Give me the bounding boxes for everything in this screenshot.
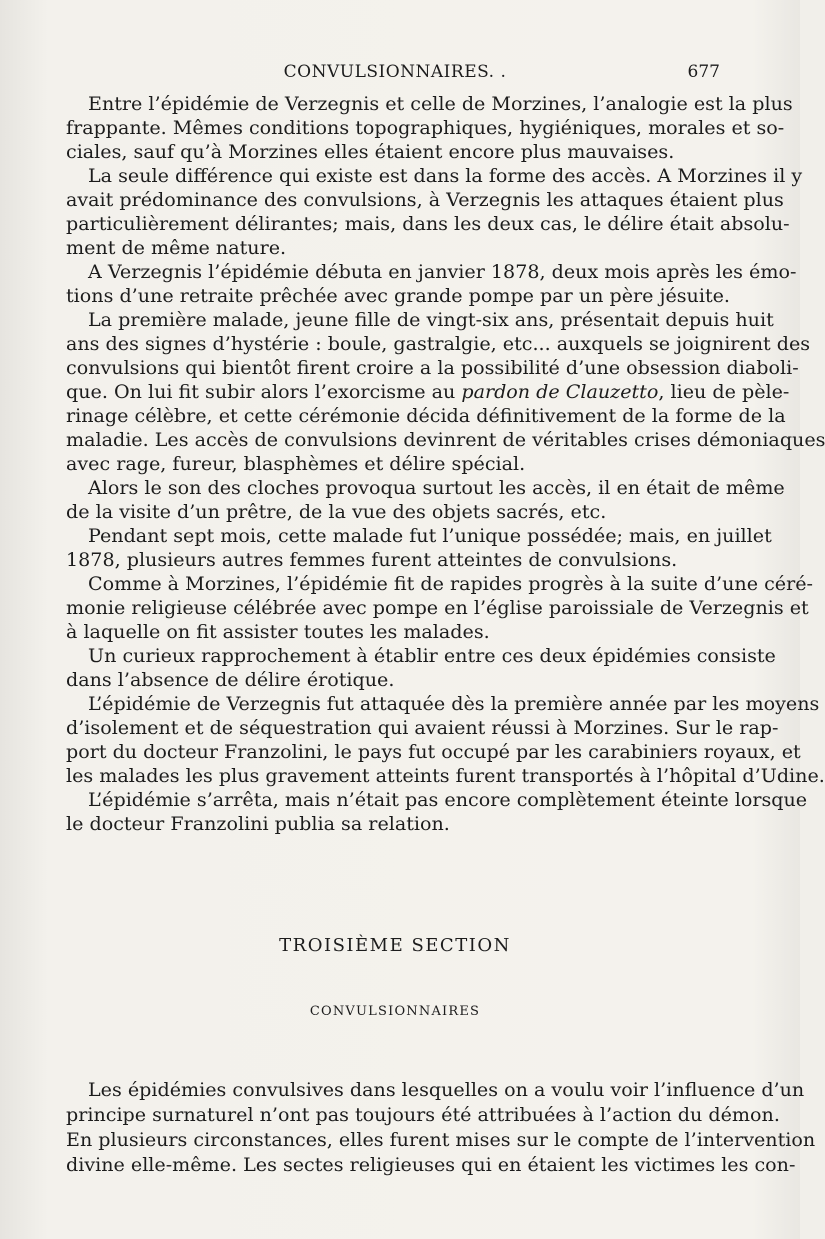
text-line: Les épidémies convulsives dans lesquelles on a voulu voir l’influence d’un — [88, 1078, 805, 1101]
section-text — [66, 1077, 816, 1177]
text-line: A Verzegnis l’épidémie débuta en janvier 1878, deux mois après les émo- — [88, 260, 797, 283]
page-number: 677 — [687, 62, 720, 82]
text-line: L’épidémie de Verzegnis fut attaquée dès la première année par les moyens — [88, 692, 820, 715]
text-line: à laquelle on fit assister toutes les malades. — [66, 620, 490, 643]
text-line: Alors le son des cloches provoqua surtout les accès, il en était de même — [88, 476, 785, 499]
text-line: convulsions qui bientôt firent croire a la possibilité d’une obsession diaboli- — [66, 356, 799, 379]
text-line: Un curieux rapprochement à établir entre ces deux épidémies consiste — [88, 644, 776, 667]
text-line: d’isolement et de séquestration qui avaient réussi à Morzines. Sur le rap- — [66, 716, 779, 739]
text-line: Comme à Morzines, l’épidémie fit de rapides progrès à la suite d’une céré- — [88, 572, 813, 595]
text-line: le docteur Franzolini publia sa relation. — [66, 812, 450, 835]
text-line: avait prédominance des convulsions, à Verzegnis les attaques étaient plus — [66, 188, 784, 211]
text-line: les malades les plus gravement atteints furent transportés à l’hôpital d’Udine. — [66, 764, 825, 787]
text-line: ment de même nature. — [66, 236, 287, 259]
text-line: que. On lui fit subir alors l’exorcisme au pardon de Clauzetto, lieu de pèle- — [66, 380, 790, 403]
text-line: L’épidémie s’arrêta, mais n’était pas encore complètement éteinte lorsque — [88, 788, 808, 811]
text-line: frappante. Mêmes conditions topographiques, hygiéniques, morales et so- — [66, 116, 785, 139]
running-title: CONVULSIONNAIRES. . — [283, 62, 507, 82]
text-line: En plusieurs circonstances, elles furent mises sur le compte de l’intervention — [66, 1128, 816, 1151]
text-line: particulièrement délirantes; mais, dans les deux cas, le délire était absolu- — [66, 212, 790, 235]
page-header — [70, 58, 720, 88]
text-line: divine elle-même. Les sectes religieuses qui en étaient les victimes les con- — [66, 1153, 796, 1176]
text-line: ans des signes d’hystérie : boule, gastralgie, etc... auxquels se joignirent des — [66, 332, 811, 355]
text-line: de la visite d’un prêtre, de la vue des objets sacrés, etc. — [66, 500, 607, 523]
text-line: 1878, plusieurs autres femmes furent atteintes de convulsions. — [66, 548, 678, 571]
text-line: La seule différence qui existe est dans la forme des accès. A Morzines il y — [88, 164, 803, 187]
body-text — [66, 92, 825, 836]
section-title: TROISIÈME SECTION — [279, 935, 511, 956]
text-line: Pendant sept mois, cette malade fut l’unique possédée; mais, en juillet — [88, 524, 772, 547]
text-line: rinage célèbre, et cette cérémonie décida définitivement de la forme de la — [66, 404, 786, 427]
text-line: port du docteur Franzolini, le pays fut occupé par les carabiniers royaux, et — [66, 740, 801, 763]
text-line: avec rage, fureur, blasphèmes et délire spécial. — [66, 452, 526, 475]
text-line: ciales, sauf qu’à Morzines elles étaient encore plus mauvaises. — [66, 140, 675, 163]
text-line: La première malade, jeune fille de vingt-six ans, présentait depuis huit — [88, 308, 774, 331]
section-subtitle: CONVULSIONNAIRES — [309, 1004, 481, 1019]
text-line: dans l’absence de délire érotique. — [66, 668, 395, 691]
text-line: monie religieuse célébrée avec pompe en l’église paroissiale de Verzegnis et — [66, 596, 809, 619]
text-line: principe surnaturel n’ont pas toujours été attribuées à l’action du démon. — [66, 1103, 780, 1126]
text-line: Entre l’épidémie de Verzegnis et celle de Morzines, l’analogie est la plus — [88, 92, 793, 115]
text-line: tions d’une retraite prêchée avec grande pompe par un père jésuite. — [66, 284, 730, 307]
text-line: maladie. Les accès de convulsions devinrent de véritables crises démoniaques — [66, 428, 825, 451]
